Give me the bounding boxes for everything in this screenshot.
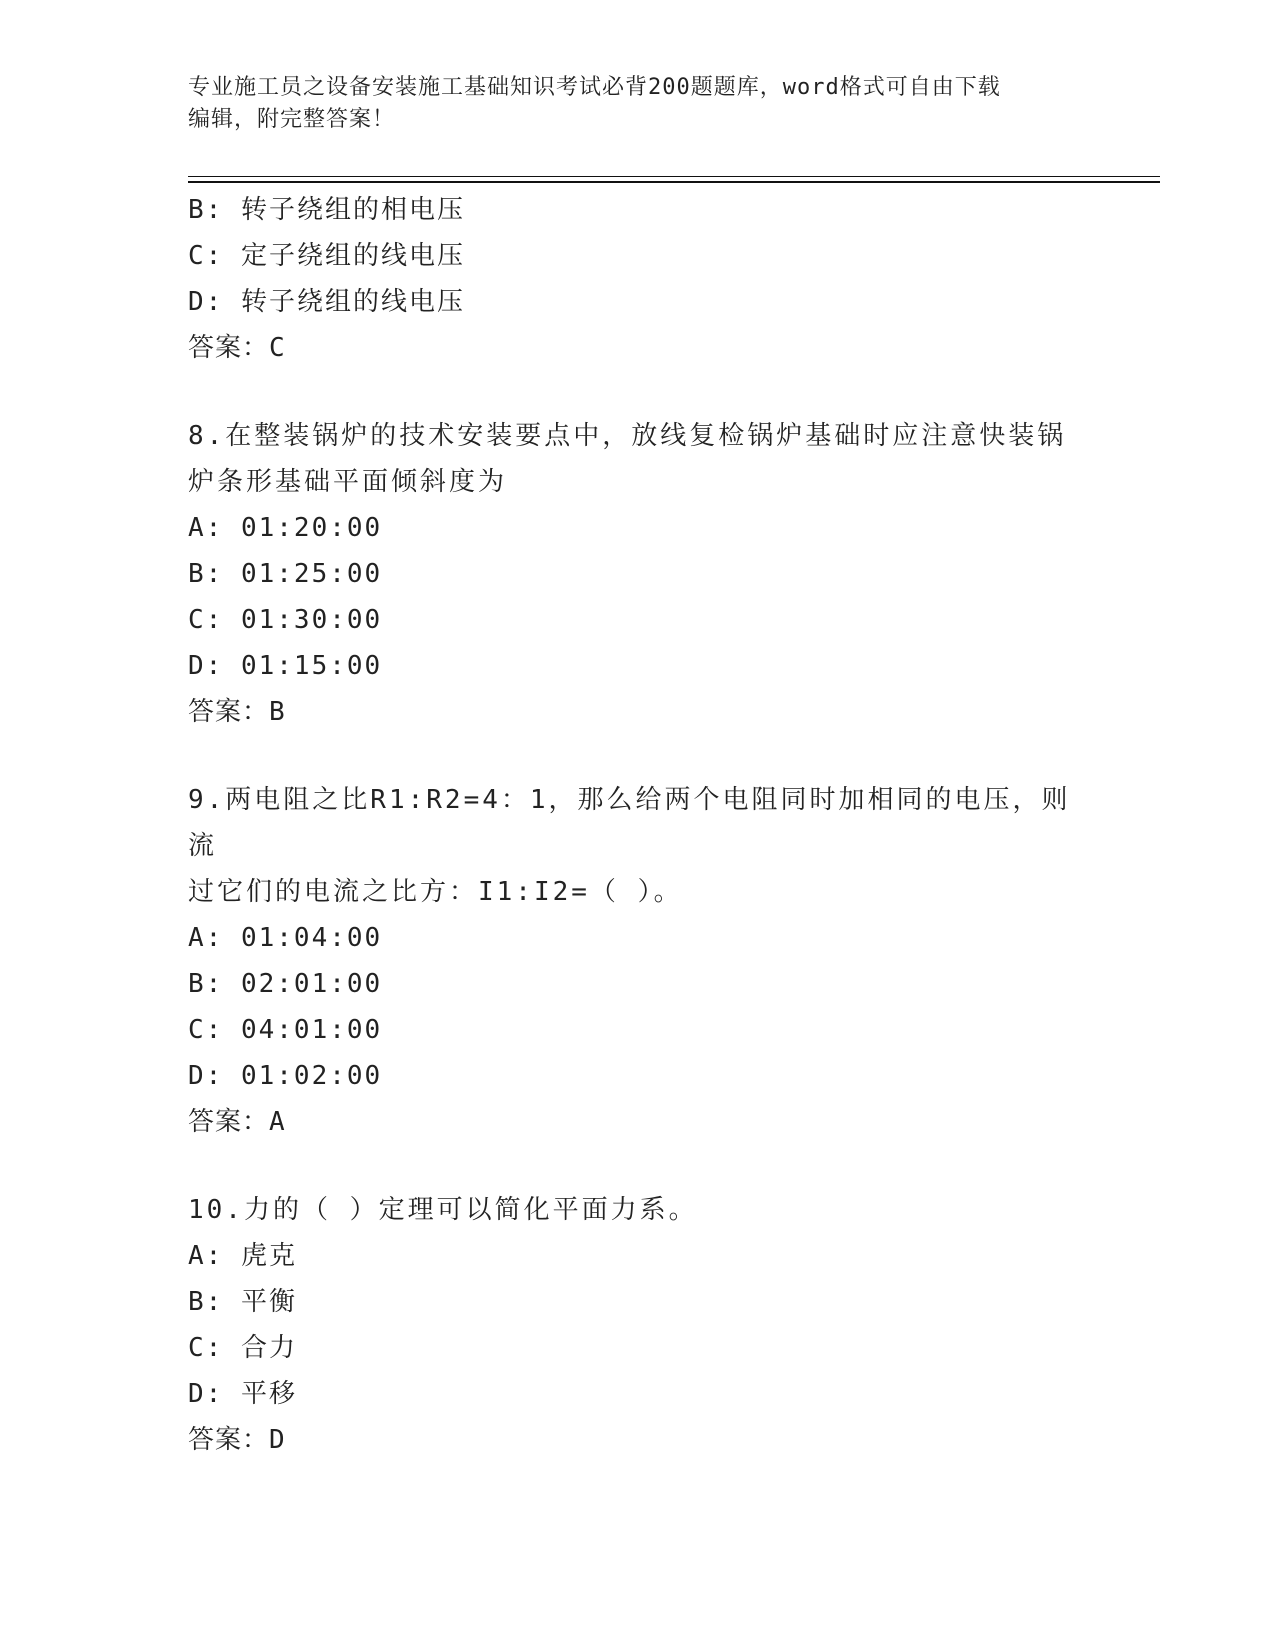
header-line-2: 编辑，附完整答案！ (188, 107, 396, 132)
header-rule-thin (188, 176, 1160, 177)
answer-value: A (269, 1107, 286, 1137)
answer-label: 答案： (188, 697, 270, 727)
option-c: C: 04:01:00 (188, 1015, 383, 1045)
option-a: A: 01:20:00 (188, 513, 383, 543)
header-line-1: 专业施工员之设备安装施工基础知识考试必背200题题库，word格式可自由下载 (188, 75, 1001, 100)
option-b: B: 02:01:00 (188, 969, 383, 999)
option-b: B: 01:25:00 (188, 559, 383, 589)
question-8-block (188, 413, 1088, 735)
answer-label: 答案： (188, 1107, 270, 1137)
option-c: C: 定子绕组的线电压 (188, 241, 465, 271)
header-rule-thick (188, 181, 1160, 183)
option-d: D: 平移 (188, 1379, 297, 1409)
question-list (188, 187, 1088, 1463)
answer-value: B (269, 697, 286, 727)
question-title-line: 8.在整装锅炉的技术安装要点中，放线复检锅炉基础时应注意快装锅 (188, 421, 1067, 451)
question-9-block (188, 777, 1088, 1145)
option-a: A: 01:04:00 (188, 923, 383, 953)
option-a: A: 虎克 (188, 1241, 297, 1271)
option-d: D: 01:15:00 (188, 651, 383, 681)
document-header (188, 72, 1088, 136)
answer-value: D (269, 1425, 286, 1455)
question-title-line: 过它们的电流之比方：I1:I2=（ ）。 (188, 877, 683, 907)
answer-row (188, 325, 1088, 371)
option-c: C: 01:30:00 (188, 605, 383, 635)
option-c: C: 合力 (188, 1333, 297, 1363)
option-d: D: 01:02:00 (188, 1061, 383, 1091)
answer-label: 答案： (188, 333, 270, 363)
question-title-line: 炉条形基础平面倾斜度为 (188, 467, 508, 497)
question-7-block (188, 187, 1088, 371)
answer-row (188, 689, 1088, 735)
answer-row (188, 1099, 1088, 1145)
question-title-line: 10.力的（ ）定理可以简化平面力系。 (188, 1195, 698, 1225)
option-d: D: 转子绕组的线电压 (188, 287, 465, 317)
answer-label: 答案： (188, 1425, 270, 1455)
question-title-line: 9.两电阻之比R1:R2=4：1，那么给两个电阻同时加相同的电压，则流 (188, 785, 1071, 861)
question-10-block (188, 1187, 1088, 1463)
option-b: B: 平衡 (188, 1287, 297, 1317)
answer-row (188, 1417, 1088, 1463)
option-b: B: 转子绕组的相电压 (188, 195, 465, 225)
answer-value: C (269, 333, 286, 363)
